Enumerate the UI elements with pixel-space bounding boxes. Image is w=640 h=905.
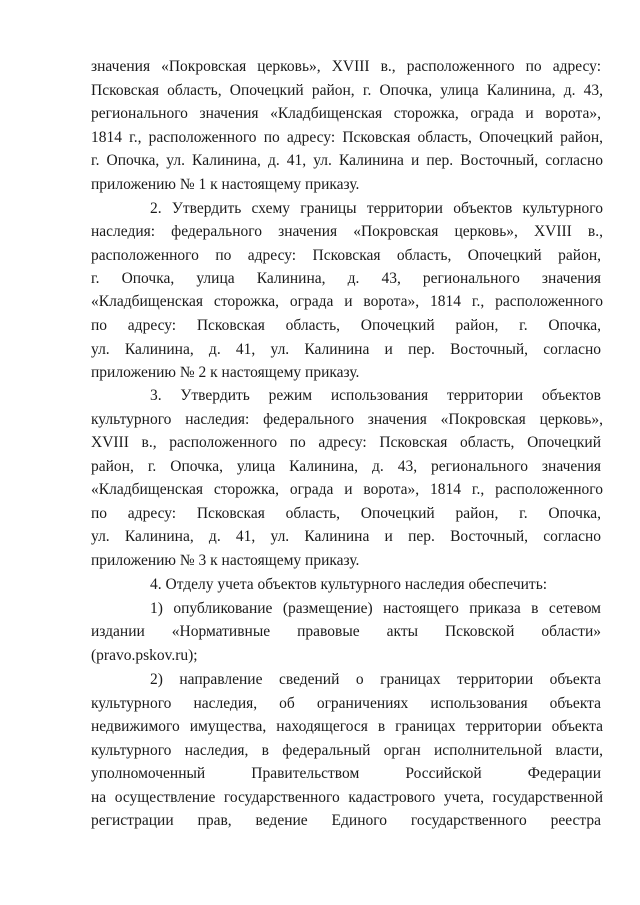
text-line: 2) направление сведений о границах территории объекта xyxy=(150,671,601,688)
text-line: издании «Нормативные правовые акты Псковской области» xyxy=(91,623,601,640)
text-line: приложению № 2 к настоящему приказу. xyxy=(91,364,360,381)
text-line: г. Опочка, улица Калинина, д. 43, регионального значения xyxy=(91,270,601,287)
text-line: XVIII в., расположенного по адресу: Псковская область, Опочецкий xyxy=(91,434,601,451)
text-line: приложению № 3 к настоящему приказу. xyxy=(91,552,360,569)
text-line: на осуществление государственного кадастрового учета, государственной xyxy=(91,789,603,806)
text-line: район, г. Опочка, улица Калинина, д. 43, регионального значения xyxy=(91,458,601,475)
text-line: 2. Утвердить схему границы территории объектов культурного xyxy=(150,200,603,217)
text-line: 3. Утвердить режим использования территории объектов xyxy=(150,387,601,404)
text-line: 1814 г., расположенного по адресу: Псковская область, Опочецкий район, xyxy=(91,129,603,146)
text-line: регистрации прав, ведение Единого государственного реестра xyxy=(91,812,601,829)
text-line: недвижимого имущества, находящегося в границах территории объекта xyxy=(91,718,603,735)
text-line: ул. Калинина, д. 41, ул. Калинина и пер. Восточный, согласно xyxy=(91,528,601,545)
text-line: приложению № 1 к настоящему приказу. xyxy=(91,176,360,193)
text-line: 4. Отделу учета объектов культурного наследия обеспечить: xyxy=(150,576,548,593)
text-line: г. Опочка, ул. Калинина, д. 41, ул. Калинина и пер. Восточный, согласно xyxy=(91,152,603,169)
text-line: культурного наследия: федерального значения «Покровская церковь», xyxy=(91,411,603,428)
text-line: уполномоченный Правительством Российской Федерации xyxy=(91,765,601,782)
text-line: регионального значения «Кладбищенская сторожка, ограда и ворота», xyxy=(91,105,601,122)
text-line: значения «Покровская церковь», XVIII в., расположенного по адресу: xyxy=(91,58,601,75)
text-line: культурного наследия, об ограничениях использования объекта xyxy=(91,695,601,712)
text-line: Псковская область, Опочецкий район, г. Опочка, улица Калинина, д. 43, xyxy=(91,82,603,99)
text-line: по адресу: Псковская область, Опочецкий район, г. Опочка, xyxy=(91,317,601,334)
text-line: расположенного по адресу: Псковская область, Опочецкий район, xyxy=(91,247,601,264)
text-line: (pravo.pskov.ru); xyxy=(91,647,198,664)
text-line: наследия: федерального значения «Покровская церковь», XVIII в., xyxy=(91,223,603,240)
text-line: ул. Калинина, д. 41, ул. Калинина и пер. Восточный, согласно xyxy=(91,341,601,358)
text-line: «Кладбищенская сторожка, ограда и ворота», 1814 г., расположенного xyxy=(91,293,603,310)
text-line: по адресу: Псковская область, Опочецкий район, г. Опочка, xyxy=(91,505,601,522)
text-line: 1) опубликование (размещение) настоящего приказа в сетевом xyxy=(150,600,601,617)
text-line: «Кладбищенская сторожка, ограда и ворота», 1814 г., расположенного xyxy=(91,481,603,498)
text-line: культурного наследия, в федеральный орган исполнительной власти, xyxy=(91,742,603,759)
